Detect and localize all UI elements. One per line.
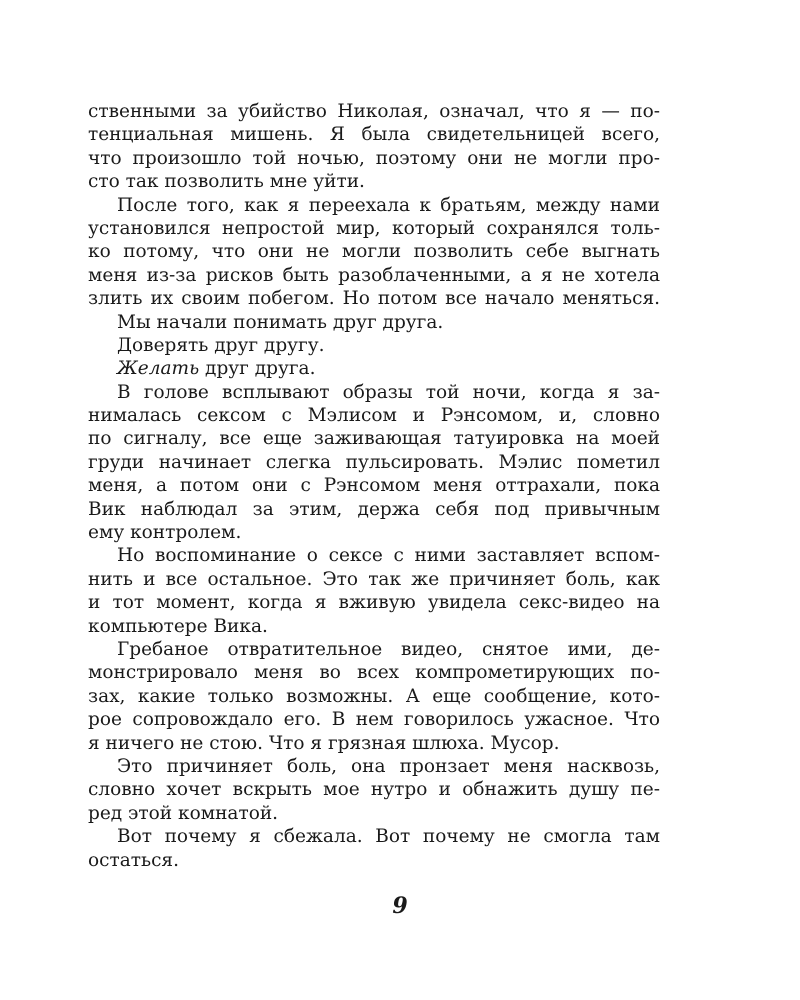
text-line: злить их своим побегом. Но потом все начало меняться.	[88, 288, 660, 310]
text-line: Гребаное отвратительное видео, снятое ими, де-	[117, 638, 660, 660]
text-line: ственными за убийство Николая, означал, что я — по-	[88, 101, 660, 122]
page-number: 9	[392, 893, 408, 919]
text-line: остаться.	[88, 849, 179, 871]
text-fragment: друг друга.	[199, 358, 316, 380]
text-line: сто так позволить мне уйти.	[88, 171, 365, 193]
text-line: меня из-за рисков быть разоблаченными, а я не хотела	[88, 264, 660, 286]
text-line: нить и все остальное. Это так же причиняет боль, как	[88, 568, 660, 590]
text-line: Мы начали понимать друг друга.	[117, 311, 444, 333]
text-line: Вик наблюдал за этим, держа себя под привычным	[88, 498, 660, 520]
text-line: груди начинает слегка пульсировать. Мэлис пометил	[88, 451, 660, 473]
text-line: словно хочет вскрыть мое нутро и обнажить душу пе-	[88, 779, 660, 801]
text-line: В голове всплывают образы той ночи, когда я за-	[117, 381, 660, 403]
text-line: рое сопровождало его. В нем говорилось ужасное. Что	[88, 709, 660, 731]
emphasized-word: Желать	[117, 358, 200, 380]
text-line: ко потому, что они не могли позволить себе выгнать	[88, 241, 660, 263]
text-line: меня, а потом они с Рэнсомом меня оттрахали, пока	[88, 475, 660, 497]
text-line: и тот момент, когда я вживую увидела секс-видео на	[88, 592, 660, 614]
text-line: После того, как я переехала к братьям, между нами	[117, 194, 660, 216]
text-line: тенциальная мишень. Я была свидетельницей всего,	[88, 124, 660, 146]
text-line: я ничего не стою. Что я грязная шлюха. Мусор.	[88, 732, 560, 754]
text-line: компьютере Вика.	[88, 615, 268, 637]
text-line: Вот почему я сбежала. Вот почему не смогла там	[117, 826, 660, 848]
body-text	[88, 100, 660, 872]
text-line: ред этой комнатой.	[88, 802, 279, 824]
text-line	[88, 357, 660, 380]
text-line: что произошло той ночью, поэтому они не могли про-	[88, 147, 660, 169]
text-line: ему контролем.	[88, 522, 242, 544]
text-line: нималась сексом с Мэлисом и Рэнсомом, и, словно	[88, 405, 660, 427]
text-line: установился непростой мир, который сохранялся толь-	[88, 217, 660, 239]
text-line: Это причиняет боль, она пронзает меня насквозь,	[117, 755, 660, 777]
text-line: Но воспоминание о сексе с ними заставляет вспом-	[117, 545, 660, 567]
text-line: Доверять друг другу.	[117, 334, 325, 356]
text-line: по сигналу, все еще заживающая татуировка на моей	[88, 428, 660, 450]
text-line: зах, какие только возможны. А еще сообщение, кото-	[88, 685, 660, 707]
text-line: монстрировало меня во всех компрометирующих по-	[88, 662, 660, 684]
